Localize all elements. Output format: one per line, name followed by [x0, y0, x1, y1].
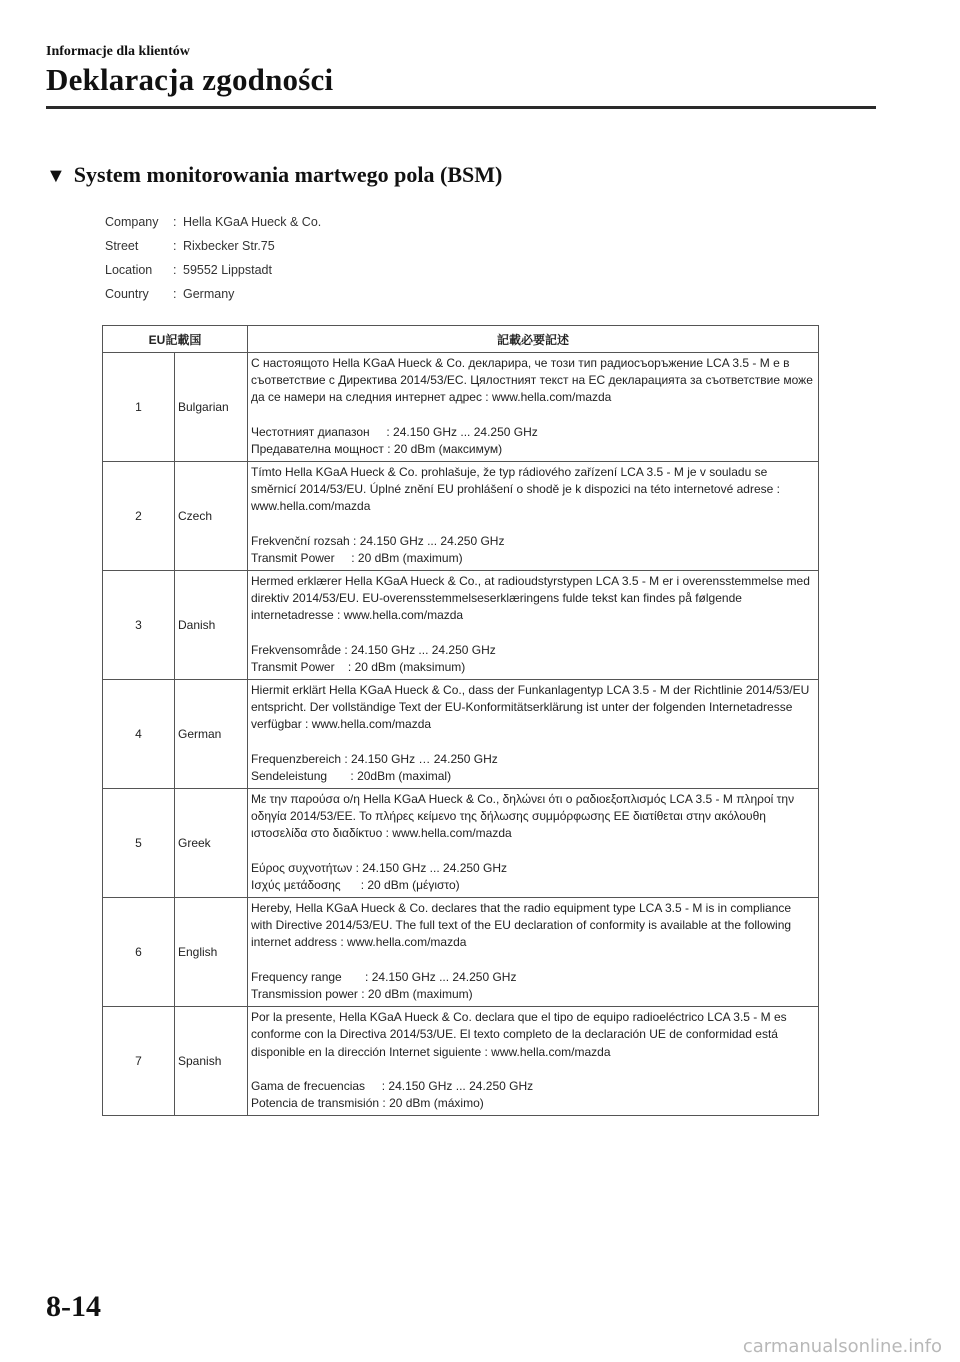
declaration-paragraph: С настоящото Hella KGaA Hueck & Co. декларира, че този тип радиосъоръжение LCA 3.5 - M е в съответствие с Директива 2014/53/ЕС. Цялостният текст на ЕС декларацията за съответствие може да се намери на следния интернет адрес : www.hella.com/mazda — [251, 356, 813, 405]
watermark-text: carmanualsonline.info — [742, 1336, 942, 1357]
row-declaration — [248, 789, 819, 898]
colon-separator: : — [173, 287, 177, 301]
frequency-spec: Εύρος συχνοτήτων : 24.150 GHz ... 24.250 GHz — [251, 860, 508, 875]
declaration-paragraph: Hermed erklærer Hella KGaA Hueck & Co., at radioudstyrstypen LCA 3.5 - M er i overensstemmelse med direktiv 2014/53/EU. EU-overensstemmelseserklæringens fulde tekst kan findes på følgende internetadresse : www.hella.com/mazda — [251, 574, 810, 623]
company-row — [105, 258, 321, 282]
table-row — [103, 898, 819, 1007]
row-declaration — [248, 462, 819, 571]
row-number: 4 — [103, 680, 175, 789]
company-key: Company — [105, 215, 159, 229]
row-number: 5 — [103, 789, 175, 898]
power-spec: Предавателна мощност : 20 dBm (максимум) — [251, 441, 503, 456]
declaration-table — [102, 325, 819, 1116]
colon-separator: : — [173, 263, 177, 277]
frequency-spec: Frekvenční rozsah : 24.150 GHz ... 24.250 GHz — [251, 533, 505, 548]
spacer — [251, 516, 814, 533]
column-header-description: 記載必要記述 — [248, 326, 819, 353]
power-spec: Transmission power : 20 dBm (maximum) — [251, 986, 473, 1001]
row-declaration — [248, 353, 819, 462]
row-number: 7 — [103, 1007, 175, 1116]
table-row — [103, 353, 819, 462]
header-kicker: Informacje dla klientów — [46, 44, 190, 59]
frequency-spec: Frequency range : 24.150 GHz ... 24.250 GHz — [251, 969, 517, 984]
table-row — [103, 462, 819, 571]
frequency-spec: Frequenzbereich : 24.150 GHz … 24.250 GHz — [251, 751, 498, 766]
table-row — [103, 680, 819, 789]
row-language: Danish — [175, 571, 248, 680]
triangle-down-icon: ▼ — [46, 165, 66, 187]
company-row — [105, 234, 321, 258]
row-language: English — [175, 898, 248, 1007]
company-value: Rixbecker Str.75 — [183, 239, 275, 253]
company-key: Country — [105, 287, 149, 301]
row-number: 3 — [103, 571, 175, 680]
company-info — [105, 210, 321, 306]
company-row — [105, 210, 321, 234]
column-header-country: EU記載国 — [103, 326, 248, 353]
spacer — [251, 625, 814, 642]
page-number: 8-14 — [46, 1290, 101, 1323]
table-row — [103, 1007, 819, 1116]
spacer — [251, 1061, 814, 1078]
row-number: 2 — [103, 462, 175, 571]
power-spec: Transmit Power : 20 dBm (maximum) — [251, 550, 463, 565]
row-language: Czech — [175, 462, 248, 571]
colon-separator: : — [173, 215, 177, 229]
table-row — [103, 571, 819, 680]
declaration-paragraph: Tímto Hella KGaA Hueck & Co. prohlašuje, že typ rádiového zařízení LCA 3.5 - M je v souladu se směrnicí 2014/53/EU. Úplné znění EU prohlášení o shodě je k dispozici na této internetové adrese : www.hella.com/mazda — [251, 465, 780, 514]
frequency-spec: Gama de frecuencias : 24.150 GHz ... 24.250 GHz — [251, 1078, 534, 1093]
declaration-paragraph: Hiermit erklärt Hella KGaA Hueck & Co., dass der Funkanlagentyp LCA 3.5 - M der Richtlinie 2014/53/EU entspricht. Der vollständige Text der EU-Konformitätserklärung ist unter der folgenden Internetadresse verfügbar : www.hella.com/mazda — [251, 683, 810, 732]
row-language: Bulgarian — [175, 353, 248, 462]
row-declaration — [248, 898, 819, 1007]
colon-separator: : — [173, 239, 177, 253]
table-row — [103, 789, 819, 898]
table-header-row — [103, 326, 819, 353]
company-value: 59552 Lippstadt — [183, 263, 272, 277]
frequency-spec: Frekvensområde : 24.150 GHz ... 24.250 GHz — [251, 642, 496, 657]
page-title: Deklaracja zgodności — [46, 62, 334, 97]
spacer — [251, 952, 814, 969]
row-declaration — [248, 680, 819, 789]
spacer — [251, 734, 814, 751]
row-language: Spanish — [175, 1007, 248, 1116]
power-spec: Sendeleistung : 20dBm (maximal) — [251, 768, 452, 783]
spacer — [251, 843, 814, 860]
declaration-paragraph: Por la presente, Hella KGaA Hueck & Co. declara que el tipo de equipo radioeléctrico LCA 3.5 - M es conforme con la Directiva 2014/53/UE. El texto completo de la declaración UE de conformidad está disponible en la dirección Internet siguiente : www.hella.com/mazda — [251, 1010, 787, 1059]
section-heading-text: System monitorowania martwego pola (BSM) — [73, 162, 503, 187]
power-spec: Transmit Power : 20 dBm (maksimum) — [251, 659, 466, 674]
frequency-spec: Честотният диапазон : 24.150 GHz ... 24.250 GHz — [251, 424, 538, 439]
spacer — [251, 407, 814, 424]
header-divider — [46, 106, 876, 109]
row-number: 6 — [103, 898, 175, 1007]
power-spec: Ισχύς μετάδοσης : 20 dBm (μέγιστο) — [251, 877, 460, 892]
company-value: Germany — [183, 287, 235, 301]
company-row — [105, 282, 321, 306]
section-heading — [46, 162, 502, 188]
row-language: Greek — [175, 789, 248, 898]
company-key: Street — [105, 239, 139, 253]
power-spec: Potencia de transmisión : 20 dBm (máximo) — [251, 1095, 484, 1110]
declaration-paragraph: Με την παρούσα ο/η Hella KGaA Hueck & Co., δηλώνει ότι ο ραδιοεξοπλισμός LCA 3.5 - M πληροί την οδηγία 2014/53/ΕΕ. Το πλήρες κείμενο της δήλωσης συμμόρφωσης ΕΕ διατίθεται στην ακόλουθη ιστοσελίδα στο διαδίκτυο : www.hella.com/mazda — [251, 792, 795, 841]
company-key: Location — [105, 263, 153, 277]
declaration-paragraph: Hereby, Hella KGaA Hueck & Co. declares that the radio equipment type LCA 3.5 - M is in compliance with Directive 2014/53/EU. The full text of the EU declaration of conformity is available at the following internet address : www.hella.com/mazda — [251, 901, 792, 950]
row-declaration — [248, 571, 819, 680]
company-value: Hella KGaA Hueck & Co. — [183, 215, 322, 229]
row-language: German — [175, 680, 248, 789]
row-number: 1 — [103, 353, 175, 462]
row-declaration — [248, 1007, 819, 1116]
